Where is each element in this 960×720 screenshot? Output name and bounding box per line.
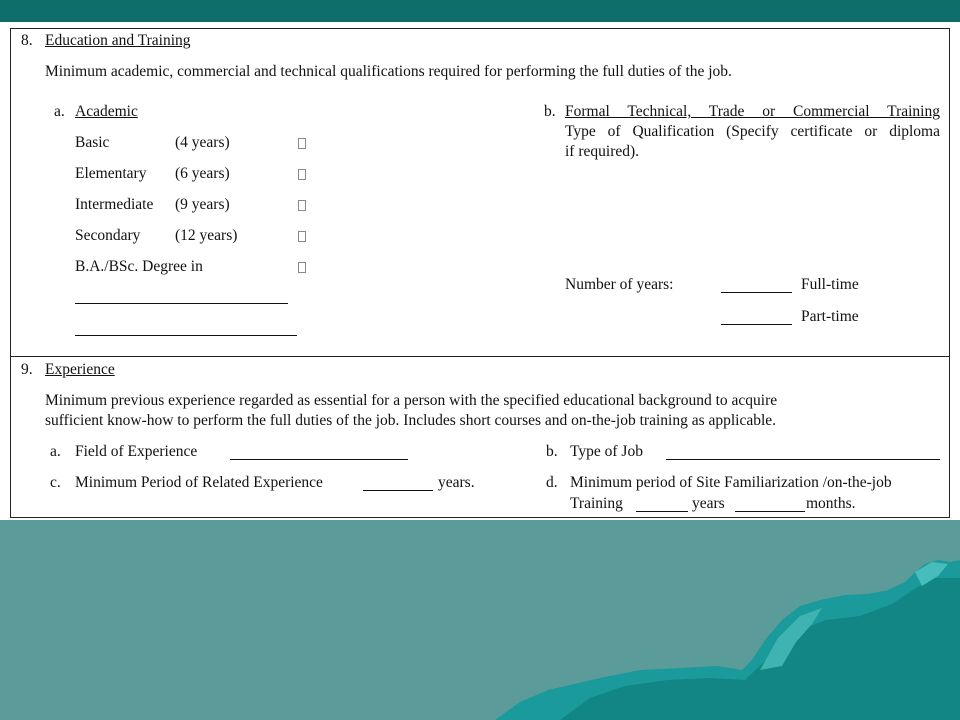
section8-title: Education and Training <box>45 32 191 49</box>
elementary-checkbox[interactable] <box>298 169 306 180</box>
academic-level-years: (12 years) <box>175 227 238 244</box>
academic-level-name: Elementary <box>75 165 147 182</box>
academic-level-years: (4 years) <box>175 134 230 151</box>
years-label: Number of years: <box>565 276 674 293</box>
full-time-label: Full-time <box>801 276 859 293</box>
section9-title: Experience <box>45 361 115 378</box>
training-word: Training <box>570 495 623 512</box>
familiarization-months-unit: months. <box>806 495 856 512</box>
field-experience-marker: a. <box>50 443 61 460</box>
site-familiarization-marker: d. <box>546 474 558 491</box>
related-experience-label: Minimum Period of Related Experience <box>75 474 323 491</box>
secondary-checkbox[interactable] <box>298 231 306 242</box>
intermediate-checkbox[interactable] <box>298 200 306 211</box>
familiarization-months-input[interactable] <box>735 511 805 512</box>
basic-checkbox[interactable] <box>298 138 306 149</box>
familiarization-years-unit: years <box>692 495 725 512</box>
training-desc-line1: Type of Qualification (Specify certificate or diploma <box>565 123 940 140</box>
training-desc-line2: if required). <box>565 143 640 160</box>
academic-marker: a. <box>54 103 65 120</box>
degree-checkbox[interactable] <box>298 262 306 273</box>
training-marker: b. <box>544 103 556 120</box>
site-familiarization-label: Minimum period of Site Familiarization /on-the-job <box>570 474 892 491</box>
full-time-years-field[interactable] <box>721 292 792 293</box>
job-form-document <box>0 22 960 520</box>
degree-field-line-2[interactable] <box>75 335 297 336</box>
academic-level-name: Secondary <box>75 227 141 244</box>
part-time-label: Part-time <box>801 308 859 325</box>
section9-number: 9. <box>21 361 33 378</box>
mountain-decoration <box>0 520 960 720</box>
familiarization-years-input[interactable] <box>636 511 688 512</box>
degree-field-line-1[interactable] <box>75 303 288 304</box>
related-experience-unit: years. <box>438 474 475 491</box>
academic-level-name: Intermediate <box>75 196 154 213</box>
section8-number: 8. <box>21 32 33 49</box>
section-divider <box>10 356 950 357</box>
training-label: Formal Technical, Trade or Commercial Training <box>565 103 940 120</box>
academic-level-name: B.A./BSc. Degree in <box>75 258 203 275</box>
top-bar <box>0 0 960 22</box>
part-time-years-field[interactable] <box>721 324 792 325</box>
section9-intro-line1: Minimum previous experience regarded as essential for a person with the specified educational background to acquire <box>45 392 778 409</box>
section9-intro-line2: sufficient know-how to perform the full duties of the job. Includes short courses and on-the-job training as applicable. <box>45 412 777 429</box>
type-of-job-input[interactable] <box>666 459 940 460</box>
related-experience-years-input[interactable] <box>363 490 433 491</box>
type-of-job-label: Type of Job <box>570 443 643 460</box>
academic-level-years: (6 years) <box>175 165 230 182</box>
field-experience-label: Field of Experience <box>75 443 198 460</box>
academic-label: Academic <box>75 103 138 120</box>
related-experience-marker: c. <box>50 474 61 491</box>
type-of-job-marker: b. <box>546 443 558 460</box>
academic-level-years: (9 years) <box>175 196 230 213</box>
field-experience-input[interactable] <box>230 459 408 460</box>
section8-intro: Minimum academic, commercial and technical qualifications required for performing the full duties of the job. <box>45 63 732 80</box>
academic-level-name: Basic <box>75 134 110 151</box>
